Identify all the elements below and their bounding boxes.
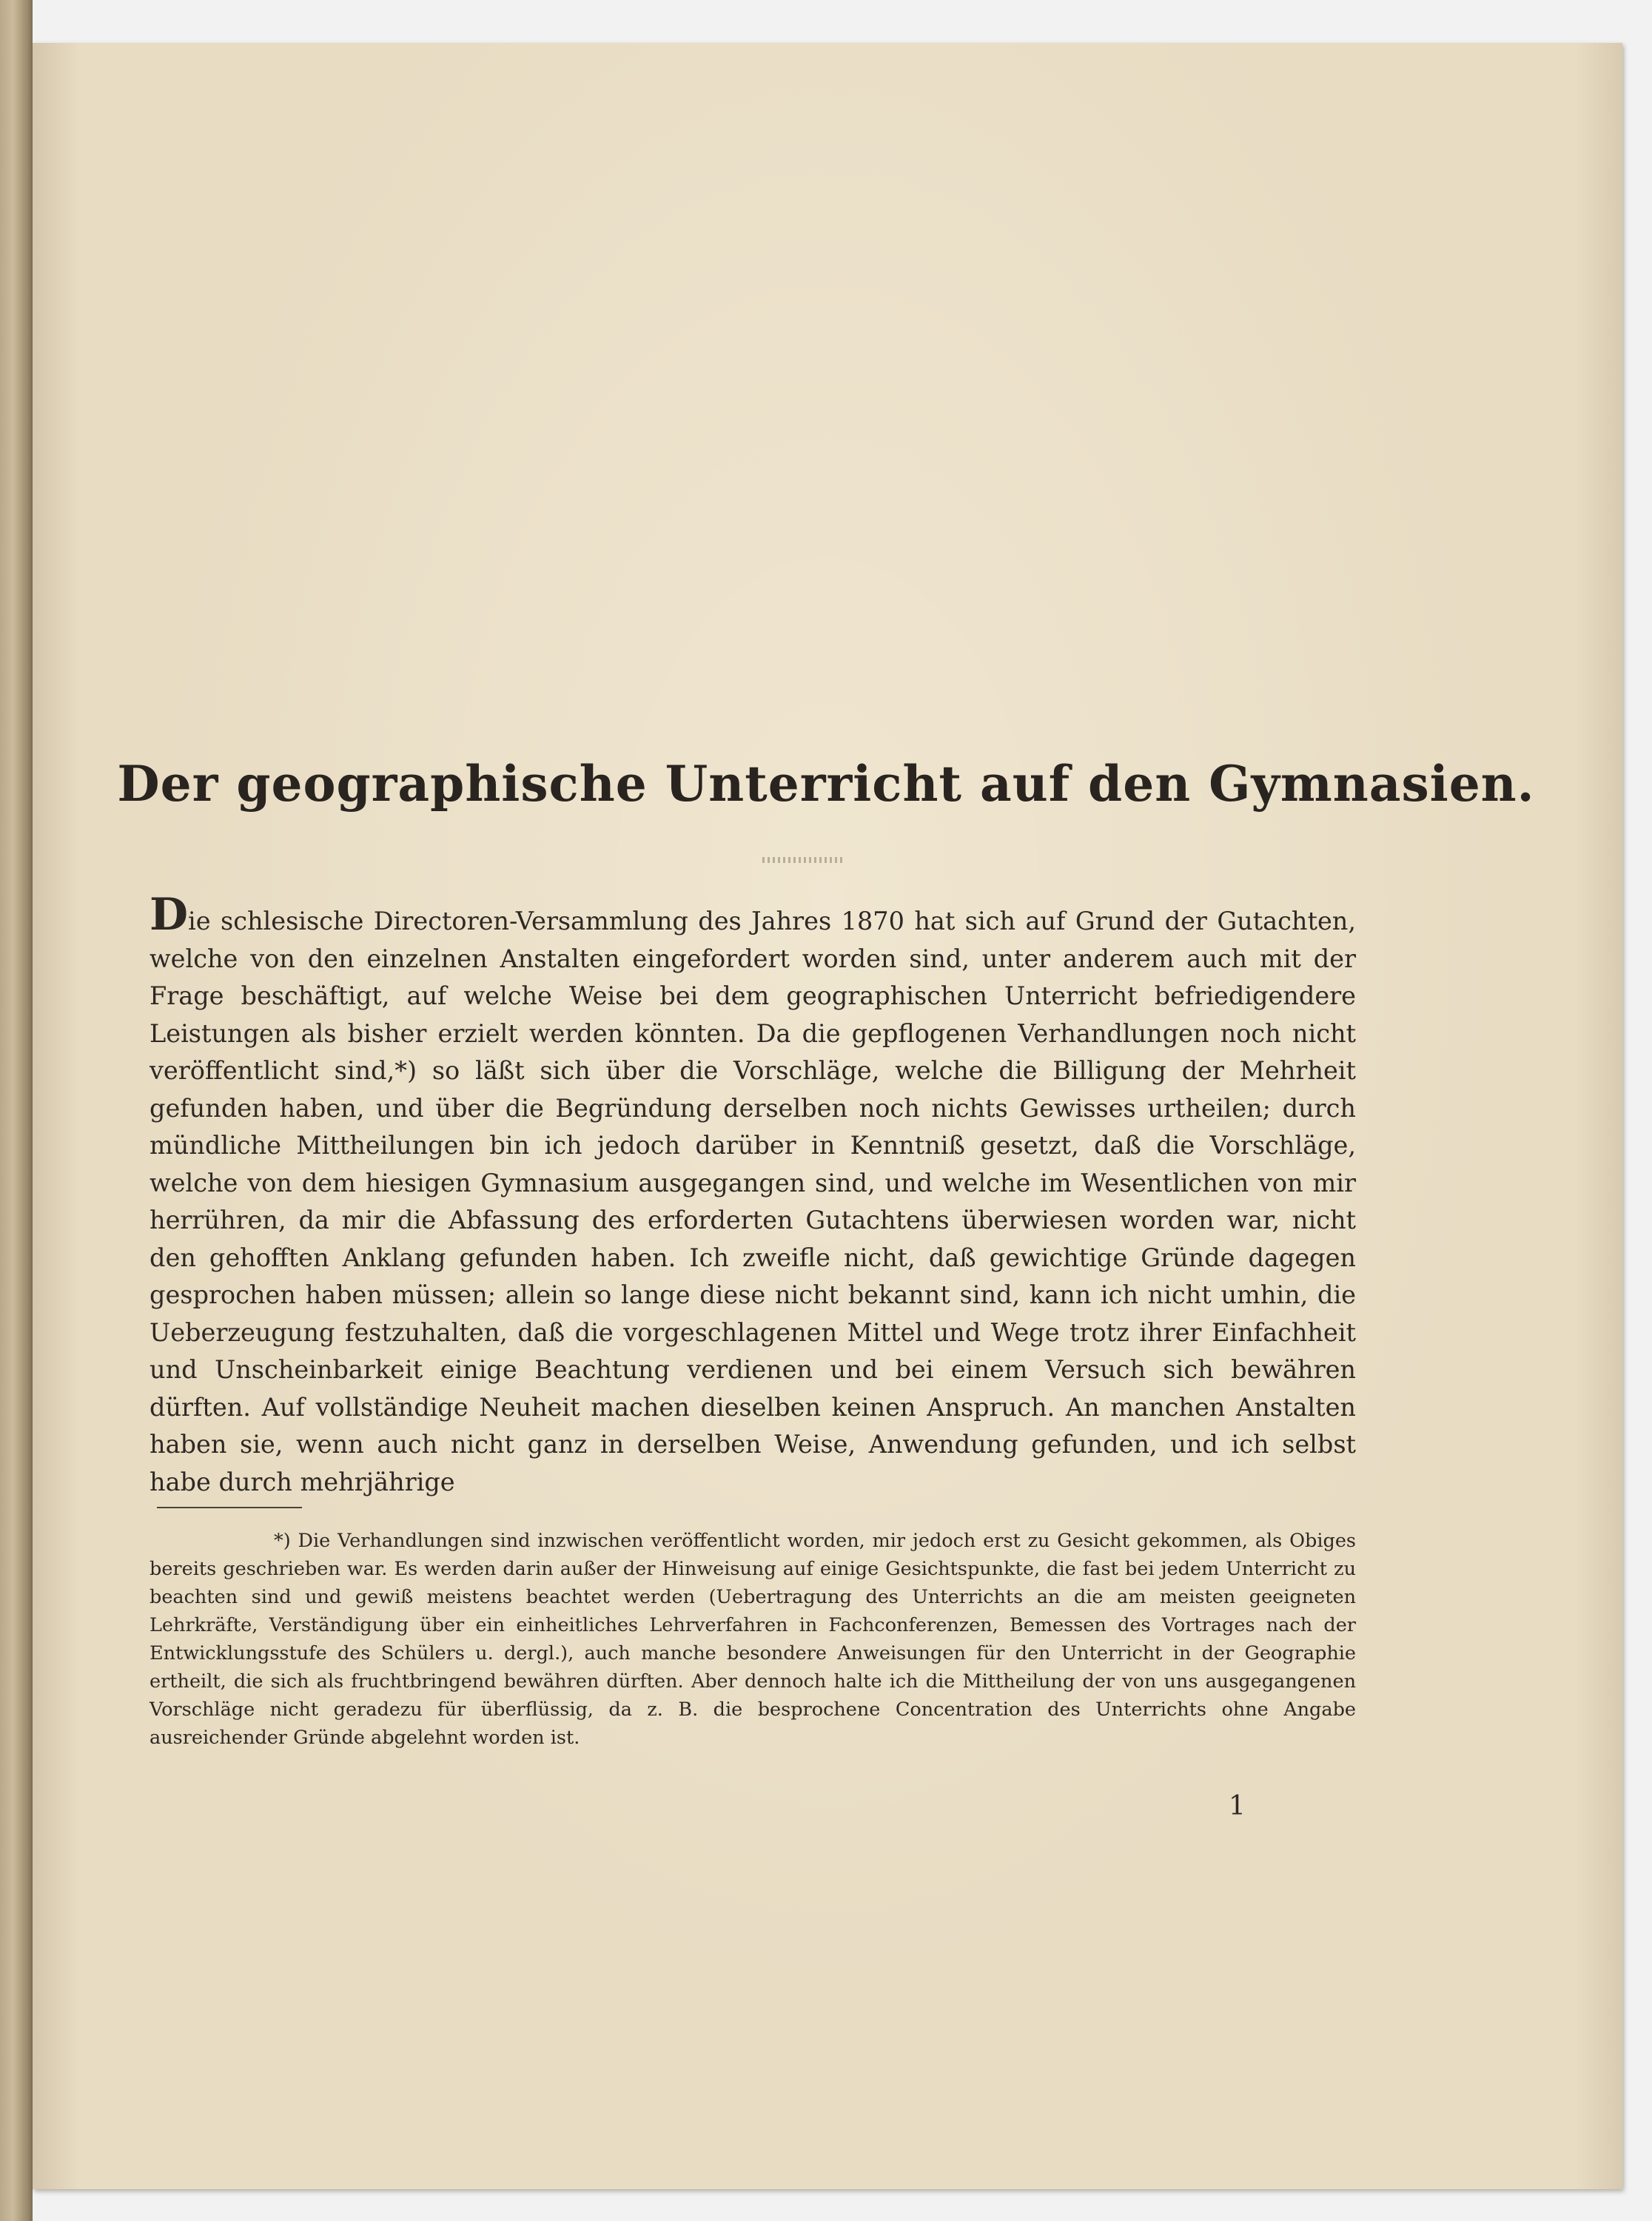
- book-binding-edge: [0, 0, 33, 2221]
- body-text: ie schlesische Directoren-Versammlung des Jahres 1870 hat sich auf Grund der Gutachten, welche von den einzelnen Anstalten eingefordert worden sind, unter anderem auch mit der Frage beschäftigt, auf welche Weise bei dem geographischen Unterricht befriedigendere Leistungen als bisher erzielt werden könnten. Da die gepflogenen Verhandlungen noch nicht veröffentlicht sind,*) so läßt sich über die Vorschläge, welche die Billigung der Mehrheit gefunden haben, und über die Begründung derselben noch nichts Gewisses urtheilen; durch mündliche Mittheilungen bin ich jedoch darüber in Kenntniß gesetzt, daß die Vorschläge, welche von dem hiesigen Gymnasium ausgegangen sind, und welche im Wesentlichen von mir herrühren, da mir die Abfassung des erforderten Gutachtens überwiesen worden war, nicht den gehofften Anklang gefunden haben. Ich zweifle nicht, daß gewichtige Gründe dagegen gesprochen haben müssen; allein so lange diese nicht bekannt sind, kann ich nicht umhin, die Ueberzeugung festzuhalten, daß die vorgeschlagenen Mittel und Wege trotz ihrer Einfachheit und Unscheinbarkeit einige Beachtung verdienen und bei einem Versuch sich bewähren dürften. Auf vollständige Neuheit machen dieselben keinen Anspruch. An manchen Anstalten haben sie, wenn auch nicht ganz in derselben Weise, Anwendung gefunden, und ich selbst habe durch mehrjährige: [150, 907, 1356, 1496]
- title-ornament: [762, 857, 844, 863]
- page-number: 1: [1229, 1791, 1246, 1821]
- body-paragraph: [150, 889, 1356, 1501]
- footnote-divider: [157, 1507, 302, 1508]
- drop-initial: D: [150, 889, 189, 941]
- page-title: Der geographische Unterricht auf den Gymnasien.: [117, 755, 1535, 813]
- footnote: *) Die Verhandlungen sind inzwischen veröffentlicht worden, mir jedoch erst zu Gesicht gekommen, als Obiges bereits geschrieben war. Es werden darin außer der Hinweisung auf einige Gesichtspunkte, die fast bei jedem Unterricht zu beachten sind und gewiß meistens beachtet werden (Uebertragung des Unterrichts an die am meisten geeigneten Lehrkräfte, Verständigung über ein einheitliches Lehrverfahren in Fachconferenzen, Bemessen des Vortrages nach der Entwicklungsstufe des Schülers u. dergl.), auch manche besondere Anweisungen für den Unterricht in der Geographie ertheilt, die sich als fruchtbringend bewähren dürften. Aber dennoch halte ich die Mittheilung der von uns ausgegangenen Vorschläge nicht geradezu für überflüssig, da z. B. die besprochene Concentration des Unterrichts ohne Angabe ausreichender Gründe abgelehnt worden ist.: [150, 1530, 1356, 1749]
